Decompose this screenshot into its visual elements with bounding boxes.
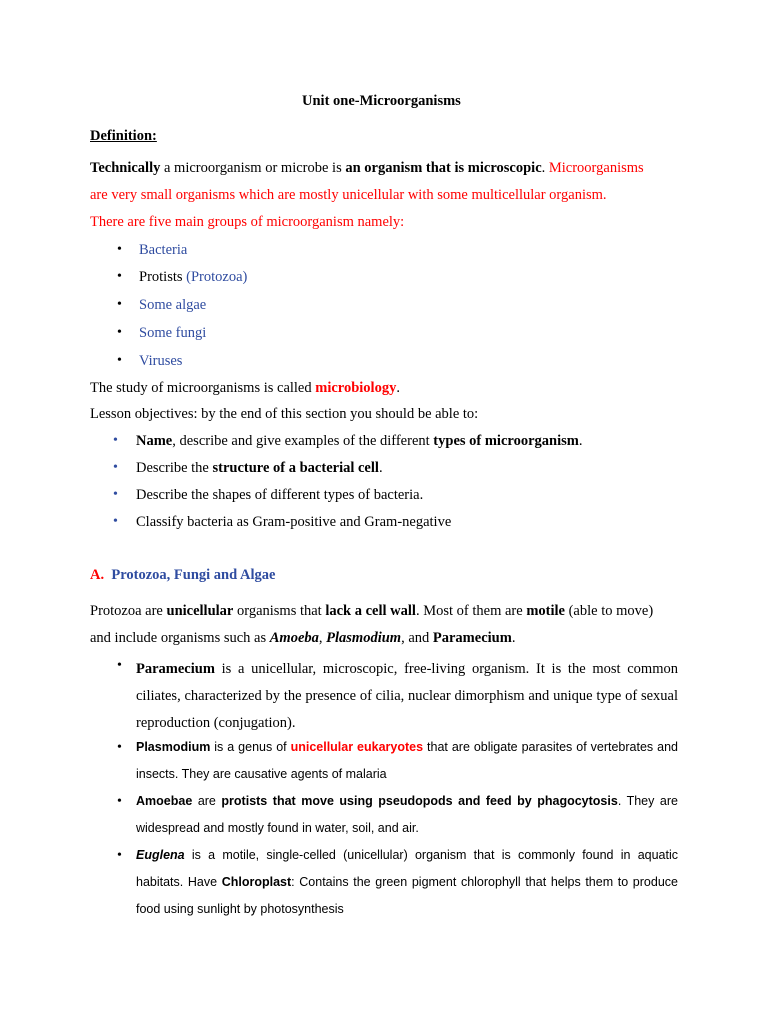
definition-line-1 xyxy=(90,160,644,177)
list-item-text-blue: (Protozoa) xyxy=(186,269,248,285)
item-bold: Plasmodium xyxy=(136,740,211,754)
bullet-icon: • xyxy=(117,242,122,257)
item-text: is a unicellular, microscopic, free-living organism. It is the most common ciliates, characterized by the presence of cilia, nuclear dimorphism and unique type of sexual reproduction (conjugation). xyxy=(136,661,678,731)
bullet-icon: • xyxy=(113,487,118,502)
protozoa-text: . xyxy=(511,630,516,646)
objective-text: , describe and give examples of the different xyxy=(172,433,434,449)
item-text: . They are widespread and mostly found in water, soil, and air. xyxy=(136,794,678,835)
objective-bold: structure of a bacterial cell xyxy=(212,460,379,476)
item-text: is a motile, single-celled (unicellular) organism that is commonly found in aquatic habitats. Have xyxy=(136,848,678,889)
section-title: Protozoa, Fungi and Algae xyxy=(111,567,276,583)
bullet-icon: • xyxy=(113,514,118,529)
amoebae-item xyxy=(136,788,678,842)
definition-red-start: Microorganisms xyxy=(548,160,644,176)
item-bold-italic: Euglena xyxy=(136,848,185,862)
list-item xyxy=(136,460,383,477)
item-text: : Contains the green pigment chlorophyll that helps them to produce food using sunlight by photosynthesis xyxy=(136,875,678,916)
study-term: microbiology xyxy=(315,380,397,396)
protozoa-bold: lack a cell wall xyxy=(325,603,416,619)
item-bold: Paramecium xyxy=(136,661,215,677)
objective-text: . xyxy=(378,460,383,476)
list-item xyxy=(139,269,247,286)
protozoa-text: . Most of them are xyxy=(415,603,527,619)
protozoa-bold-italic: Amoeba xyxy=(269,630,319,646)
bullet-icon: • xyxy=(117,794,122,809)
study-end: . xyxy=(396,380,400,396)
protozoa-line-1 xyxy=(90,603,653,620)
bullet-icon: • xyxy=(117,848,122,863)
bullet-icon: • xyxy=(117,269,122,284)
objective-bold: Name xyxy=(136,433,173,449)
item-bold: Chloroplast xyxy=(221,875,292,889)
protozoa-text: , xyxy=(318,630,327,646)
protozoa-bold: Paramecium xyxy=(432,630,512,646)
bullet-icon: • xyxy=(117,353,122,368)
definition-line-3: There are five main groups of microorganism namely: xyxy=(90,214,405,230)
item-bold: protists that move using pseudopods and feed by phagocytosis xyxy=(221,794,618,808)
protozoa-text: (able to move) xyxy=(564,603,654,619)
list-item: Describe the shapes of different types of bacteria. xyxy=(136,487,424,503)
definition-bold-technically: Technically xyxy=(90,160,161,176)
definition-period: . xyxy=(541,160,549,176)
definition-text: a microorganism or microbe is xyxy=(160,160,346,176)
bullet-icon: • xyxy=(117,658,122,673)
section-heading xyxy=(90,567,275,584)
page-title: Unit one-Microorganisms xyxy=(302,93,461,109)
bullet-icon: • xyxy=(113,433,118,448)
protozoa-text: organisms that xyxy=(233,603,326,619)
plasmodium-item xyxy=(136,734,678,788)
objective-text: . xyxy=(578,433,583,449)
item-text: is a genus of xyxy=(210,740,291,754)
bullet-icon: • xyxy=(117,740,122,755)
item-bold: Amoebae xyxy=(136,794,193,808)
list-item: Classify bacteria as Gram-positive and Gram-negative xyxy=(136,514,452,530)
protozoa-line-2 xyxy=(90,630,515,647)
list-item-text: Protists xyxy=(139,269,187,285)
item-red: unicellular eukaryotes xyxy=(290,740,424,754)
list-item: Some fungi xyxy=(139,325,207,341)
list-item: Some algae xyxy=(139,297,207,313)
list-item: Viruses xyxy=(139,353,183,369)
definition-heading: Definition: xyxy=(90,128,157,144)
section-letter: A. xyxy=(90,567,105,583)
bullet-icon: • xyxy=(117,297,122,312)
objective-bold: types of microorganism xyxy=(433,433,579,449)
objective-text: Describe the xyxy=(136,460,213,476)
protozoa-text: Protozoa are xyxy=(90,603,167,619)
definition-bold-phrase: an organism that is microscopic xyxy=(345,160,542,176)
bullet-icon: • xyxy=(113,460,118,475)
objectives-intro: Lesson objectives: by the end of this section you should be able to: xyxy=(90,406,479,422)
list-item xyxy=(136,433,582,450)
item-text: are xyxy=(192,794,222,808)
definition-line-2: are very small organisms which are mostly unicellular with some multicellular organism. xyxy=(90,187,607,203)
study-line xyxy=(90,380,400,397)
protozoa-text: , and xyxy=(401,630,433,646)
item-text: that are obligate parasites of vertebrates and insects. They are causative agents of malaria xyxy=(136,740,678,781)
study-text: The study of microorganisms is called xyxy=(90,380,316,396)
euglena-item xyxy=(136,842,678,923)
protozoa-bold: motile xyxy=(526,603,565,619)
paramecium-item xyxy=(136,656,678,737)
list-item: Bacteria xyxy=(139,242,188,258)
protozoa-bold-italic: Plasmodium xyxy=(326,630,402,646)
protozoa-text: and include organisms such as xyxy=(90,630,270,646)
protozoa-bold: unicellular xyxy=(166,603,234,619)
bullet-icon: • xyxy=(117,325,122,340)
